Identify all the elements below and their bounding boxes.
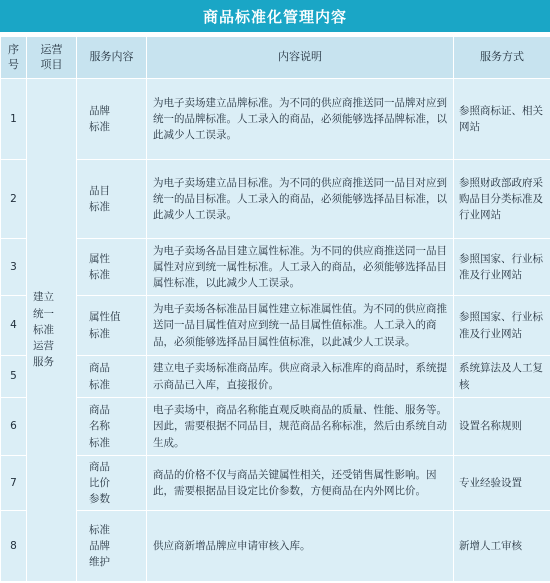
description-cell: 供应商新增品牌应申请审核入库。 [147,511,454,582]
table-row [1,456,550,511]
category-cell: 建立统一标准运营服务 [27,79,77,582]
service-cell: 品目标准 [77,160,147,239]
row-num: 6 [1,398,27,456]
service-cell: 商品比价参数 [77,456,147,511]
row-num: 2 [1,160,27,239]
table-row [1,398,550,456]
method-cell: 专业经验设置 [454,456,550,511]
standardization-table [0,36,550,582]
method-cell: 参照财政部政府采购品目分类标准及行业网站 [454,160,550,239]
method-cell: 系统算法及人工复核 [454,356,550,398]
description-cell: 电子卖场中，商品名称能直观反映商品的质量、性能、服务等。因此，需要根据不同品目，规范商品名称标准，然后由系统自动生成。 [147,398,454,456]
service-cell: 属性值标准 [77,296,147,356]
description-cell: 建立电子卖场标准商品库。供应商录入标准库的商品时，系统提示商品已入库，直接报价。 [147,356,454,398]
row-num: 3 [1,239,27,296]
header-description: 内容说明 [147,37,454,79]
service-cell: 商品名称标准 [77,398,147,456]
header-num: 序号 [1,37,27,79]
row-num: 1 [1,79,27,160]
description-cell: 为电子卖场各标准品目属性建立标准属性值。为不同的供应商推送同一品目属性值对应到统一品目属性值标准。人工录入的商品，必须能够选择品目属性值标准，以此减少人工误录。 [147,296,454,356]
table-row [1,356,550,398]
service-cell: 标准品牌维护 [77,511,147,582]
header-row [1,37,550,79]
service-cell: 属性标准 [77,239,147,296]
table-row [1,239,550,296]
row-num: 4 [1,296,27,356]
method-cell: 参照国家、行业标准及行业网站 [454,239,550,296]
row-num: 7 [1,456,27,511]
row-num: 5 [1,356,27,398]
description-cell: 为电子卖场建立品目标准。为不同的供应商推送同一品目对应到统一的品目标准。人工录入的商品，必须能够选择品目标准，以此减少人工误录。 [147,160,454,239]
method-cell: 新增人工审核 [454,511,550,582]
description-cell: 为电子卖场各品目建立属性标准。为不同的供应商推送同一品目属性对应到统一属性标准。人工录入的商品，必须能够选择品目属性标准，以此减少人工误录。 [147,239,454,296]
service-cell: 商品标准 [77,356,147,398]
header-category: 运营项目 [27,37,77,79]
table-row [1,296,550,356]
row-num: 8 [1,511,27,582]
method-cell: 设置名称规则 [454,398,550,456]
service-cell: 品牌标准 [77,79,147,160]
method-cell: 参照国家、行业标准及行业网站 [454,296,550,356]
table-row [1,160,550,239]
table-row [1,79,550,160]
description-cell: 为电子卖场建立品牌标准。为不同的供应商推送同一品牌对应到统一的品牌标准。人工录入的商品，必须能够选择品牌标准，以此减少人工误录。 [147,79,454,160]
header-service: 服务内容 [77,37,147,79]
table-row [1,511,550,582]
table-title: 商品标准化管理内容 [0,0,550,32]
description-cell: 商品的价格不仅与商品关键属性相关，还受销售属性影响。因此，需要根据品目设定比价参数，方便商品在内外网比价。 [147,456,454,511]
method-cell: 参照商标证、相关网站 [454,79,550,160]
header-method: 服务方式 [454,37,550,79]
